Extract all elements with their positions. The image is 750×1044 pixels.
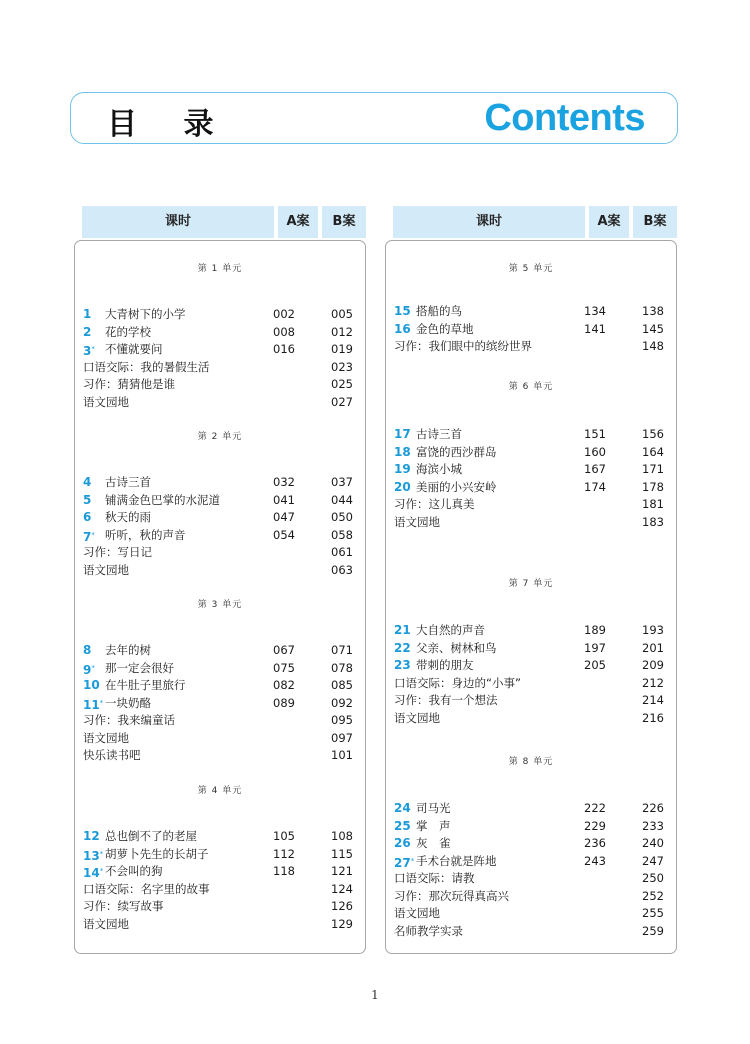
lesson-number: 27* xyxy=(394,855,415,870)
entry-title: 口语交际：请教 xyxy=(394,871,475,885)
toc-entry xyxy=(75,491,365,509)
toc-entry xyxy=(75,641,365,659)
page-a: 222 xyxy=(584,801,606,815)
lesson-number: 8 xyxy=(83,643,92,657)
page-b: 061 xyxy=(331,545,353,559)
title-chinese: 目 录 xyxy=(107,107,232,142)
entry-title: 一块奶酪 xyxy=(105,695,151,710)
entry-title: 习作：我来编童话 xyxy=(83,713,175,727)
lesson-number: 19 xyxy=(394,462,411,476)
toc-entry xyxy=(386,460,676,478)
entry-title: 那一定会很好 xyxy=(105,660,174,675)
header-lesson: 课时 xyxy=(82,206,274,238)
toc-entry xyxy=(75,746,365,764)
page-b: 063 xyxy=(331,562,353,577)
toc-entry xyxy=(386,337,676,355)
entry-title: 听听，秋的声音 xyxy=(105,527,186,542)
page-b: 181 xyxy=(642,497,664,511)
toc-entry xyxy=(386,869,676,887)
page-b: 214 xyxy=(642,693,664,707)
page-a: 236 xyxy=(584,836,606,850)
page-b: 226 xyxy=(642,801,664,815)
page-b: 108 xyxy=(331,829,353,843)
page-b: 023 xyxy=(331,359,353,374)
toc-entry xyxy=(75,561,365,579)
page-b: 259 xyxy=(642,923,664,938)
toc-column-right xyxy=(389,206,683,938)
optional-mark: * xyxy=(91,530,95,539)
page-a: 167 xyxy=(584,462,606,476)
header-plan-b: B案 xyxy=(322,206,366,238)
unit-label: 第 6 单元 xyxy=(508,382,554,392)
entry-title: 习作：我有一个想法 xyxy=(394,693,498,707)
page-a: 002 xyxy=(273,307,295,321)
column-header xyxy=(78,206,372,238)
entry-title: 秋天的雨 xyxy=(105,510,151,524)
entry-title: 古诗三首 xyxy=(416,427,462,441)
entry-title: 铺满金色巴掌的水泥道 xyxy=(105,492,220,507)
page-b: 193 xyxy=(642,623,664,637)
toc-entry xyxy=(386,799,676,817)
entry-title: 习作：那次玩得真高兴 xyxy=(394,888,509,903)
toc-entry xyxy=(75,358,365,376)
page-b: 097 xyxy=(331,730,353,745)
page-a: 174 xyxy=(584,479,606,494)
toc-entry xyxy=(75,827,365,845)
entry-title: 名师教学实录 xyxy=(394,923,463,938)
toc-entry xyxy=(75,676,365,694)
page-a: 134 xyxy=(584,304,606,318)
page-b: 178 xyxy=(642,479,664,494)
toc-entry xyxy=(386,887,676,905)
unit-label: 第 1 单元 xyxy=(197,264,243,274)
lesson-number: 10 xyxy=(83,678,100,692)
lesson-number: 21 xyxy=(394,623,411,637)
page-b: 101 xyxy=(331,748,353,762)
toc-box xyxy=(385,240,677,954)
entry-title: 语文园地 xyxy=(83,394,129,409)
page-b: 005 xyxy=(331,307,353,321)
entry-title: 不懂就要问 xyxy=(105,342,163,356)
entry-title: 去年的树 xyxy=(105,643,151,657)
page-a: 160 xyxy=(584,444,606,459)
unit-label: 第 7 单元 xyxy=(508,579,554,589)
column-header xyxy=(389,206,683,238)
entry-title: 习作：续写故事 xyxy=(83,899,164,913)
toc-entry xyxy=(75,375,365,393)
toc-entry xyxy=(75,659,365,677)
toc-entry xyxy=(386,656,676,674)
lesson-number: 22 xyxy=(394,640,411,655)
page-number: 1 xyxy=(371,988,379,1002)
toc-entry xyxy=(75,526,365,544)
entry-title: 掌 声 xyxy=(416,818,451,833)
unit-label: 第 4 单元 xyxy=(197,786,243,796)
toc-entry xyxy=(75,729,365,747)
page-a: 054 xyxy=(273,527,295,542)
toc-entry xyxy=(75,508,365,526)
page-b: 124 xyxy=(331,881,353,896)
toc-entry xyxy=(75,880,365,898)
lesson-number: 23 xyxy=(394,658,411,672)
toc-entry xyxy=(75,305,365,323)
page-b: 201 xyxy=(642,640,664,655)
toc-entry xyxy=(75,393,365,411)
page-a: 041 xyxy=(273,492,295,507)
unit-label: 第 8 单元 xyxy=(508,757,554,767)
lesson-number: 15 xyxy=(394,304,411,318)
page-a: 243 xyxy=(584,853,606,868)
page-a: 118 xyxy=(273,864,295,878)
entry-title: 口语交际：身边的“小事” xyxy=(394,675,521,690)
entry-title: 习作：猜猜他是谁 xyxy=(83,377,175,391)
entry-title: 金色的草地 xyxy=(416,321,474,336)
lesson-number: 4 xyxy=(83,475,92,489)
lesson-number: 12 xyxy=(83,829,100,843)
optional-mark: * xyxy=(91,345,95,353)
entry-title: 总也倒不了的老屋 xyxy=(105,829,197,843)
entry-title: 海滨小城 xyxy=(416,462,462,476)
toc-entry xyxy=(386,302,676,320)
toc-entry xyxy=(386,320,676,338)
page-b: 171 xyxy=(642,462,664,476)
page-b: 247 xyxy=(642,853,664,868)
lesson-number: 11* xyxy=(83,697,104,712)
entry-title: 搭船的鸟 xyxy=(416,304,462,318)
page-b: 212 xyxy=(642,675,664,690)
page-a: 112 xyxy=(273,846,295,861)
page-b: 250 xyxy=(642,871,664,885)
entry-title: 花的学校 xyxy=(105,324,151,339)
page-b: 095 xyxy=(331,713,353,727)
entry-title: 古诗三首 xyxy=(105,475,151,489)
entry-title: 习作：写日记 xyxy=(83,545,152,559)
entry-title: 不会叫的狗 xyxy=(105,864,163,878)
page-b: 145 xyxy=(642,321,664,336)
page-b: 233 xyxy=(642,818,664,833)
page-a: 089 xyxy=(273,695,295,710)
unit-label: 第 3 单元 xyxy=(197,600,243,610)
optional-mark: * xyxy=(410,856,415,865)
toc-entry xyxy=(75,915,365,933)
page-b: 037 xyxy=(331,475,353,489)
page-b: 156 xyxy=(642,427,664,441)
toc-entry xyxy=(386,674,676,692)
page-a: 082 xyxy=(273,678,295,692)
page-b: 012 xyxy=(331,324,353,339)
entry-title: 手术台就是阵地 xyxy=(416,853,497,868)
toc-entry xyxy=(75,711,365,729)
toc-entry xyxy=(75,323,365,341)
toc-box xyxy=(74,240,366,954)
toc-entry xyxy=(75,845,365,863)
lesson-number: 17 xyxy=(394,427,411,441)
entry-title: 司马光 xyxy=(416,801,451,815)
toc-entry xyxy=(386,904,676,922)
toc-entry xyxy=(75,473,365,491)
entry-title: 习作：这儿真美 xyxy=(394,497,475,511)
optional-mark: * xyxy=(91,663,95,672)
entry-title: 大青树下的小学 xyxy=(105,307,186,321)
page-a: 032 xyxy=(273,475,295,489)
page-b: 115 xyxy=(331,846,353,861)
page-b: 027 xyxy=(331,394,353,409)
page-a: 197 xyxy=(584,640,606,655)
page-a: 075 xyxy=(273,660,295,675)
page-a: 229 xyxy=(584,818,606,833)
unit-label: 第 5 单元 xyxy=(508,264,554,274)
entry-title: 带刺的朋友 xyxy=(416,658,474,672)
page-a: 008 xyxy=(273,324,295,339)
optional-mark: * xyxy=(99,849,104,858)
header-plan-a: A案 xyxy=(589,206,629,238)
page-b: 129 xyxy=(331,916,353,931)
entry-title: 灰 雀 xyxy=(416,836,451,850)
toc-entry xyxy=(386,513,676,531)
entry-title: 语文园地 xyxy=(394,906,440,920)
toc-column-left xyxy=(78,206,372,931)
lesson-number: 16 xyxy=(394,321,411,336)
toc-entry xyxy=(386,495,676,513)
toc-entry xyxy=(386,621,676,639)
toc-entry xyxy=(75,897,365,915)
lesson-number: 13* xyxy=(83,848,104,863)
page-b: 058 xyxy=(331,527,353,542)
toc-entry xyxy=(386,639,676,657)
lesson-number: 5 xyxy=(83,492,92,507)
toc-entry xyxy=(386,709,676,727)
header-plan-b: B案 xyxy=(633,206,677,238)
page-a: 189 xyxy=(584,623,606,637)
toc-entry xyxy=(75,862,365,880)
toc-entry xyxy=(386,834,676,852)
page-a: 016 xyxy=(273,342,295,356)
page-b: 092 xyxy=(331,695,353,710)
page-b: 252 xyxy=(642,888,664,903)
page-b: 071 xyxy=(331,643,353,657)
entry-title: 美丽的小兴安岭 xyxy=(416,479,497,494)
lesson-number: 9* xyxy=(83,662,95,677)
lesson-number: 2 xyxy=(83,324,92,339)
page-b: 025 xyxy=(331,377,353,391)
toc-entry xyxy=(386,443,676,461)
unit-label: 第 2 单元 xyxy=(197,432,243,442)
entry-title: 语文园地 xyxy=(83,916,129,931)
entry-title: 父亲、树林和鸟 xyxy=(416,640,497,655)
page-a: 105 xyxy=(273,829,295,843)
page-b: 078 xyxy=(331,660,353,675)
page-b: 209 xyxy=(642,658,664,672)
toc-entry xyxy=(386,922,676,940)
page-b: 050 xyxy=(331,510,353,524)
toc-entry xyxy=(386,478,676,496)
page-b: 019 xyxy=(331,342,353,356)
toc-entry xyxy=(386,425,676,443)
lesson-number: 6 xyxy=(83,510,92,524)
optional-mark: * xyxy=(99,867,104,875)
entry-title: 习作：我们眼中的缤纷世界 xyxy=(394,339,532,353)
lesson-number: 25 xyxy=(394,818,411,833)
entry-title: 语文园地 xyxy=(83,562,129,577)
toc-entry xyxy=(386,817,676,835)
page-b: 183 xyxy=(642,514,664,529)
page-b: 085 xyxy=(331,678,353,692)
entry-title: 在牛肚子里旅行 xyxy=(105,678,186,692)
page-b: 216 xyxy=(642,710,664,725)
header-lesson: 课时 xyxy=(393,206,585,238)
page-b: 164 xyxy=(642,444,664,459)
entry-title: 口语交际：名字里的故事 xyxy=(83,881,210,896)
toc-entry xyxy=(75,694,365,712)
entry-title: 口语交际：我的暑假生活 xyxy=(83,359,210,374)
lesson-number: 20 xyxy=(394,479,411,494)
entry-title: 语文园地 xyxy=(394,514,440,529)
lesson-number: 3* xyxy=(83,344,95,358)
page-a: 141 xyxy=(584,321,606,336)
title-english: Contents xyxy=(484,97,645,139)
lesson-number: 24 xyxy=(394,801,411,815)
entry-title: 快乐读书吧 xyxy=(83,748,141,762)
entry-title: 语文园地 xyxy=(394,710,440,725)
title-banner xyxy=(70,92,678,144)
page-b: 255 xyxy=(642,906,664,920)
entry-title: 语文园地 xyxy=(83,730,129,745)
page-b: 044 xyxy=(331,492,353,507)
page-b: 126 xyxy=(331,899,353,913)
lesson-number: 7* xyxy=(83,529,95,544)
page-a: 151 xyxy=(584,427,606,441)
entry-title: 富饶的西沙群岛 xyxy=(416,444,497,459)
toc-entry xyxy=(386,691,676,709)
page-b: 121 xyxy=(331,864,353,878)
lesson-number: 1 xyxy=(83,307,92,321)
header-plan-a: A案 xyxy=(278,206,318,238)
page-a: 205 xyxy=(584,658,606,672)
page-a: 047 xyxy=(273,510,295,524)
entry-title: 胡萝卜先生的长胡子 xyxy=(105,846,209,861)
entry-title: 大自然的声音 xyxy=(416,623,485,637)
toc-entry xyxy=(75,543,365,561)
page-b: 240 xyxy=(642,836,664,850)
toc-entry xyxy=(386,852,676,870)
lesson-number: 14* xyxy=(83,866,104,880)
lesson-number: 18 xyxy=(394,444,411,459)
page-b: 148 xyxy=(642,339,664,353)
optional-mark: * xyxy=(99,698,104,707)
page-b: 138 xyxy=(642,304,664,318)
page-a: 067 xyxy=(273,643,295,657)
lesson-number: 26 xyxy=(394,836,411,850)
toc-entry xyxy=(75,340,365,358)
